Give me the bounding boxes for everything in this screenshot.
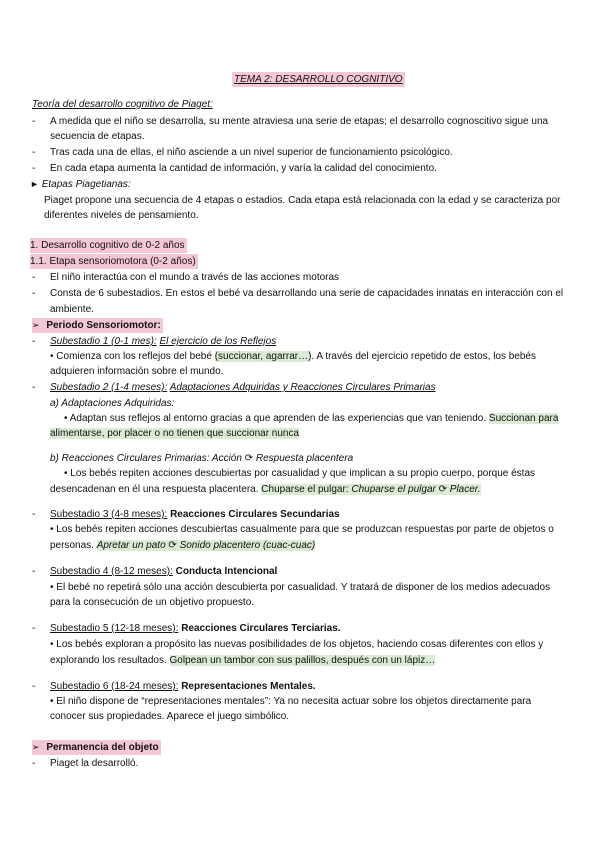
- section-1-heading: 1. Desarrollo cognitivo de 0-2 años: [30, 240, 185, 251]
- highlight-green: [261, 484, 480, 495]
- subestadio-2-label: Subestadio 2 (1-4 meses):: [50, 382, 168, 393]
- subestadio-4-title: Conducta Intencional: [175, 566, 278, 577]
- periodo-label: Periodo Sensoriomotor:: [46, 320, 161, 331]
- bullet-text: El niño interactúa con el mundo a través de las acciones motoras: [50, 272, 340, 283]
- highlight-green: Apretar un pato ⟳ Sonido placentero (cuac-cuac): [96, 540, 316, 551]
- bullet-text: En cada etapa aumenta la cantidad de información, y varía la calidad del conocimiento.: [50, 163, 437, 174]
- subestadio-3-title: Reacciones Circulares Secundarias: [170, 509, 340, 520]
- arrow-bullet-icon: ►: [30, 179, 39, 189]
- subestadio-1-text: [50, 334, 276, 349]
- reacciones-primarias-line-2: [50, 482, 481, 497]
- subestadio-6-line-1: • El niño dispone de “representaciones mentales”: Ya no necesita actuar sobre los objetos directamente para: [50, 696, 532, 707]
- dash-marker: -: [32, 288, 36, 299]
- subestadio-1-label: Subestadio 1 (0-1 mes):: [50, 336, 157, 347]
- dash-marker: -: [32, 758, 36, 769]
- subestadio-5-line-2: [50, 653, 435, 668]
- text-part: . A través del ejercicio repetido de estos, los bebés: [311, 351, 536, 362]
- dash-marker: -: [32, 163, 36, 174]
- subestadio-6-label: Subestadio 6 (18-24 meses):: [50, 681, 179, 692]
- highlight-green: Succionan para: [488, 413, 559, 424]
- etapas-text-1: Piaget propone una secuencia de 4 etapas o estadios. Cada etapa está relacionada con la edad y se caracteriza por: [44, 195, 561, 206]
- subestadio-6-title: Representaciones Mentales.: [181, 681, 316, 692]
- subestadio-3-line-1: • Los bebés repiten acciones descubiertas casualmente para que se produzcan respuestas por parte de objetos o: [50, 524, 554, 535]
- bullet-text: Tras cada una de ellas, el niño asciende a un nivel superior de funcionamiento psicológico.: [50, 147, 453, 158]
- etapas-label: Etapas Piagetianas:: [41, 179, 131, 190]
- permanencia-label: Permanencia del objeto: [46, 742, 159, 753]
- dash-marker: -: [32, 566, 36, 577]
- reacciones-primarias-label: b) Reacciones Circulares Primarias: Acción ⟳ Respuesta placentera: [50, 453, 354, 464]
- intro-heading-text: Teoría del desarrollo cognitivo de Piaget:: [32, 99, 213, 110]
- highlight-text: Chuparse el pulgar:: [261, 484, 349, 495]
- dash-marker: -: [32, 623, 36, 634]
- subestadio-5-label: Subestadio 5 (12-18 meses):: [50, 623, 179, 634]
- subestadio-3-text: [50, 507, 340, 522]
- text-part: personas.: [50, 540, 94, 551]
- intro-heading: [32, 97, 213, 112]
- page-title: TEMA 2: DESARROLLO COGNITIVO: [234, 74, 403, 85]
- permanencia-heading: [32, 740, 161, 755]
- section-bullet-2-cont: ambiente.: [50, 304, 94, 315]
- subestadio-5-title: Reacciones Circulares Terciarias.: [181, 623, 341, 634]
- arrow-outline-icon: ➢: [32, 320, 40, 330]
- subestadio-2-text: [50, 380, 436, 395]
- highlight-green: alimentarse, por placer o no tienen que succionar nunca: [50, 428, 300, 439]
- dash-marker: -: [32, 272, 36, 283]
- subestadio-4-line-1: • El bebé no repetirá sólo una acción descubierta por casualidad. Y tratará de disponer de los medios adecuados: [50, 582, 551, 593]
- adaptaciones-line-1: [64, 411, 558, 426]
- dash-marker: -: [32, 336, 36, 347]
- subestadio-5-text: [50, 621, 341, 636]
- text-part: desencadenan en él una respuesta placentera.: [50, 484, 259, 495]
- etapas-heading: [30, 177, 131, 192]
- adaptaciones-label: a) Adaptaciones Adquiridas:: [50, 398, 175, 409]
- adaptaciones-line-2: [50, 426, 299, 441]
- dash-marker: -: [32, 116, 36, 127]
- highlight-green: (succionar, agarrar…): [214, 351, 312, 362]
- subestadio-1-title: El ejercicio de los Reflejos: [159, 336, 277, 347]
- etapas-text-2: diferentes niveles de pensamiento.: [44, 210, 199, 221]
- intro-bullet-1-cont: secuencia de etapas.: [50, 131, 145, 142]
- text-part: • Adaptan sus reflejos al entorno gracias a que aprenden de las experiencias que van teniendo.: [64, 413, 487, 424]
- dash-marker: -: [32, 147, 36, 158]
- highlight-green: Golpean un tambor con sus palillos, después con un lápiz…: [169, 655, 436, 666]
- subestadio-2-title: Adaptaciones Adquiridas y Reacciones Circulares Primarias: [169, 382, 436, 393]
- bullet-text: Piaget la desarrolló.: [50, 758, 139, 769]
- dash-marker: -: [32, 509, 36, 520]
- periodo-heading: [32, 318, 163, 333]
- subestadio-3-line-2: [50, 538, 315, 553]
- text-part: explorando los resultados.: [50, 655, 167, 666]
- reacciones-primarias-line-1: • Los bebés repiten acciones descubiertas por casualidad y que implican a su propio cuerpo, porque éstas: [64, 468, 536, 479]
- subestadio-6-text: [50, 679, 316, 694]
- bullet-text: A medida que el niño se desarrolla, su mente atraviesa una serie de etapas; el desarrollo cognoscitivo sigue una: [50, 116, 549, 127]
- bullet-text: Consta de 6 subestadios. En estos el bebé va desarrollando una serie de capacidades innatas en interacción con el: [50, 288, 564, 299]
- arrow-outline-icon: ➢: [32, 742, 40, 752]
- subestadio-3-label: Subestadio 3 (4-8 meses):: [50, 509, 168, 520]
- section-1-1-heading: 1.1. Etapa sensoriomotora (0-2 años): [30, 256, 196, 267]
- dash-marker: -: [32, 681, 36, 692]
- subestadio-5-line-1: • Los bebés exploran a propósito las nuevas posibilidades de los objetos, haciendo cosas diferentes con ellos y: [50, 639, 544, 650]
- subestadio-6-line-2: conocer sus propiedades. Aparece el juego simbólico.: [50, 711, 290, 722]
- subestadio-1-line-2: adquieren información sobre el mundo.: [50, 366, 224, 377]
- dash-marker: -: [32, 382, 36, 393]
- subestadio-4-label: Subestadio 4 (8-12 meses):: [50, 566, 173, 577]
- highlight-italic: Chuparse el pulgar ⟳ Placer.: [351, 484, 481, 495]
- subestadio-1-line-1: [50, 349, 536, 364]
- text-part: • Comienza con los reflejos del bebé: [50, 351, 212, 362]
- subestadio-4-line-2: para la consecución de un objetivo propuesto.: [50, 597, 255, 608]
- subestadio-4-text: [50, 564, 277, 579]
